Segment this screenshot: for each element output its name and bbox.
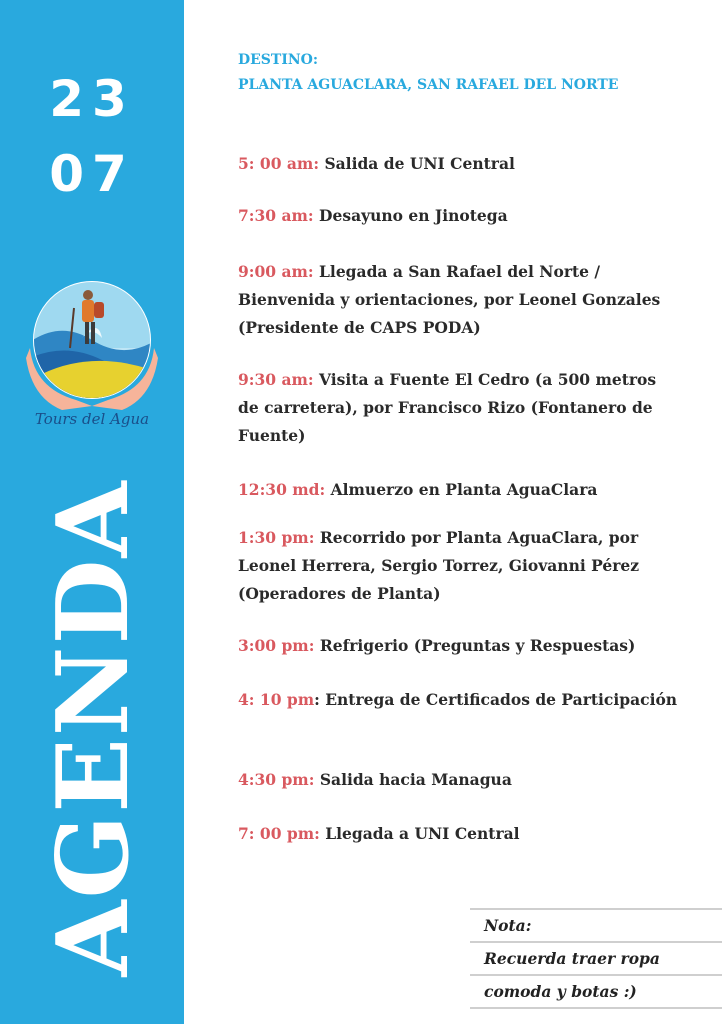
schedule-time: 3:00 pm:: [238, 636, 315, 655]
schedule-desc: Refrigerio (Preguntas y Respuestas): [314, 636, 636, 655]
date-month: 07: [49, 145, 135, 203]
schedule-desc: Salida de UNI Central: [319, 154, 515, 173]
schedule-desc: Salida hacia Managua: [314, 770, 512, 789]
schedule-desc: Desayuno en Jinotega: [313, 206, 508, 225]
schedule-item: [238, 202, 678, 230]
schedule-item: [238, 632, 678, 660]
schedule-item: [238, 366, 678, 450]
schedule-item: [238, 476, 678, 504]
note-line-2: comoda y botas :): [470, 974, 722, 1009]
schedule-desc: Llegada a San Rafael del Norte / Bienvenida y orientaciones, por Leonel Gonzales (Presidente de CAPS PODA): [238, 262, 661, 337]
schedule-desc: : Entrega de Certificados de Participación: [314, 690, 678, 709]
schedule-time: 7: 00 pm:: [238, 824, 320, 843]
schedule-item: [238, 820, 678, 848]
agenda-title: AGENDA: [36, 479, 151, 977]
note-label: Nota:: [470, 908, 722, 941]
schedule-time: 4: 10 pm: [238, 690, 315, 709]
schedule-desc: Almuerzo en Planta AguaClara: [325, 480, 598, 499]
schedule-time: 7:30 am:: [238, 206, 314, 225]
schedule-time: 9:00 am:: [238, 262, 314, 281]
schedule-desc: Recorrido por Planta AguaClara, por Leonel Herrera, Sergio Torrez, Giovanni Pérez (Operadores de Planta): [238, 528, 640, 603]
schedule-item: [238, 524, 678, 608]
logo-text: Tours del Agua: [34, 410, 150, 428]
destination-block: [238, 48, 618, 98]
schedule-time: 4:30 pm:: [238, 770, 315, 789]
tours-del-agua-logo-icon: [22, 278, 162, 436]
schedule-item: [238, 766, 678, 794]
schedule-time: 9:30 am:: [238, 370, 314, 389]
destination-place: PLANTA AGUACLARA, SAN RAFAEL DEL NORTE: [238, 77, 619, 93]
schedule-time: 1:30 pm:: [238, 528, 315, 547]
note-line-1: Recuerda traer ropa: [470, 941, 722, 974]
schedule-time: 5: 00 am:: [238, 154, 320, 173]
schedule-item: [238, 258, 678, 342]
schedule-item: [238, 150, 678, 178]
schedule-desc: Visita a Fuente El Cedro (a 500 metros de carretera), por Francisco Rizo (Fontanero de Fuente): [238, 370, 657, 445]
destination-label: DESTINO:: [238, 52, 319, 68]
schedule-item: [238, 686, 678, 714]
schedule-time: 12:30 md:: [238, 480, 326, 499]
note-box: [470, 908, 722, 1009]
sidebar-panel: [0, 0, 184, 1024]
schedule-desc: Llegada a UNI Central: [319, 824, 520, 843]
date-day: 23: [49, 70, 135, 128]
